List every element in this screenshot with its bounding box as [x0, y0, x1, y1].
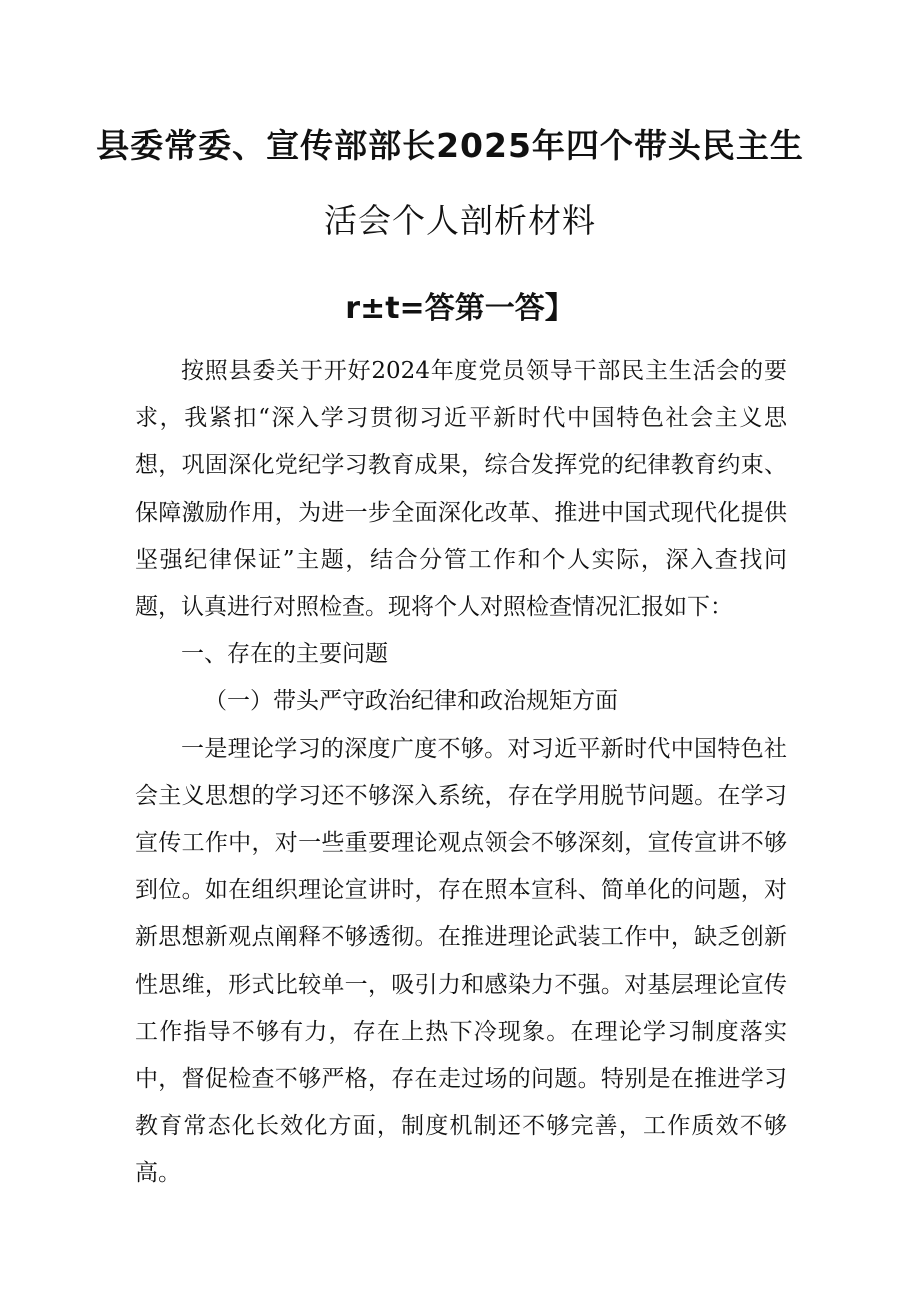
point-paragraph: 一是理论学习的深度广度不够。对习近平新时代中国特色社会主义思想的学习还不够深入系统，存在学用脱节问题。在学习宣传工作中，对一些重要理论观点领会不够深刻，宣传宣讲不够到位。如在组织理论宣讲时，存在照本宣科、简单化的问题，对新思想新观点阐释不够透彻。在推进理论武装工作中，缺乏创新性思维，形式比较单一，吸引力和感染力不强。对基层理论宣传工作指导不够有力，存在上热下冷现象。在理论学习制度落实中，督促检查不够严格，存在走过场的问题。特别是在推进学习教育常态化长效化方面，制度机制还不够完善，工作质效不够高。	[135, 735, 787, 1187]
document-subtitle: r±t=答第一答】	[345, 291, 575, 326]
document-title-line-2: 活会个人剖析材料	[324, 201, 596, 240]
subsection-heading: （一）带头严守政治纪律和政治规矩方面	[204, 688, 618, 715]
document-body	[135, 348, 787, 1198]
section-heading: 一、存在的主要问题	[181, 641, 388, 668]
document-title-line-1: 县委常委、宣传部部长2025年四个带头民主生	[96, 126, 804, 165]
intro-paragraph: 按照县委关于开好2024年度党员领导干部民主生活会的要求，我紧扣“深入学习贯彻习近平新时代中国特色社会主义思想，巩固深化党纪学习教育成果，综合发挥党的纪律教育约束、保障激励作用，为进一步全面深化改革、推进中国式现代化提供坚强纪律保证”主题，结合分管工作和个人实际，深入查找问题，认真进行对照检查。现将个人对照检查情况汇报如下：	[135, 358, 787, 621]
